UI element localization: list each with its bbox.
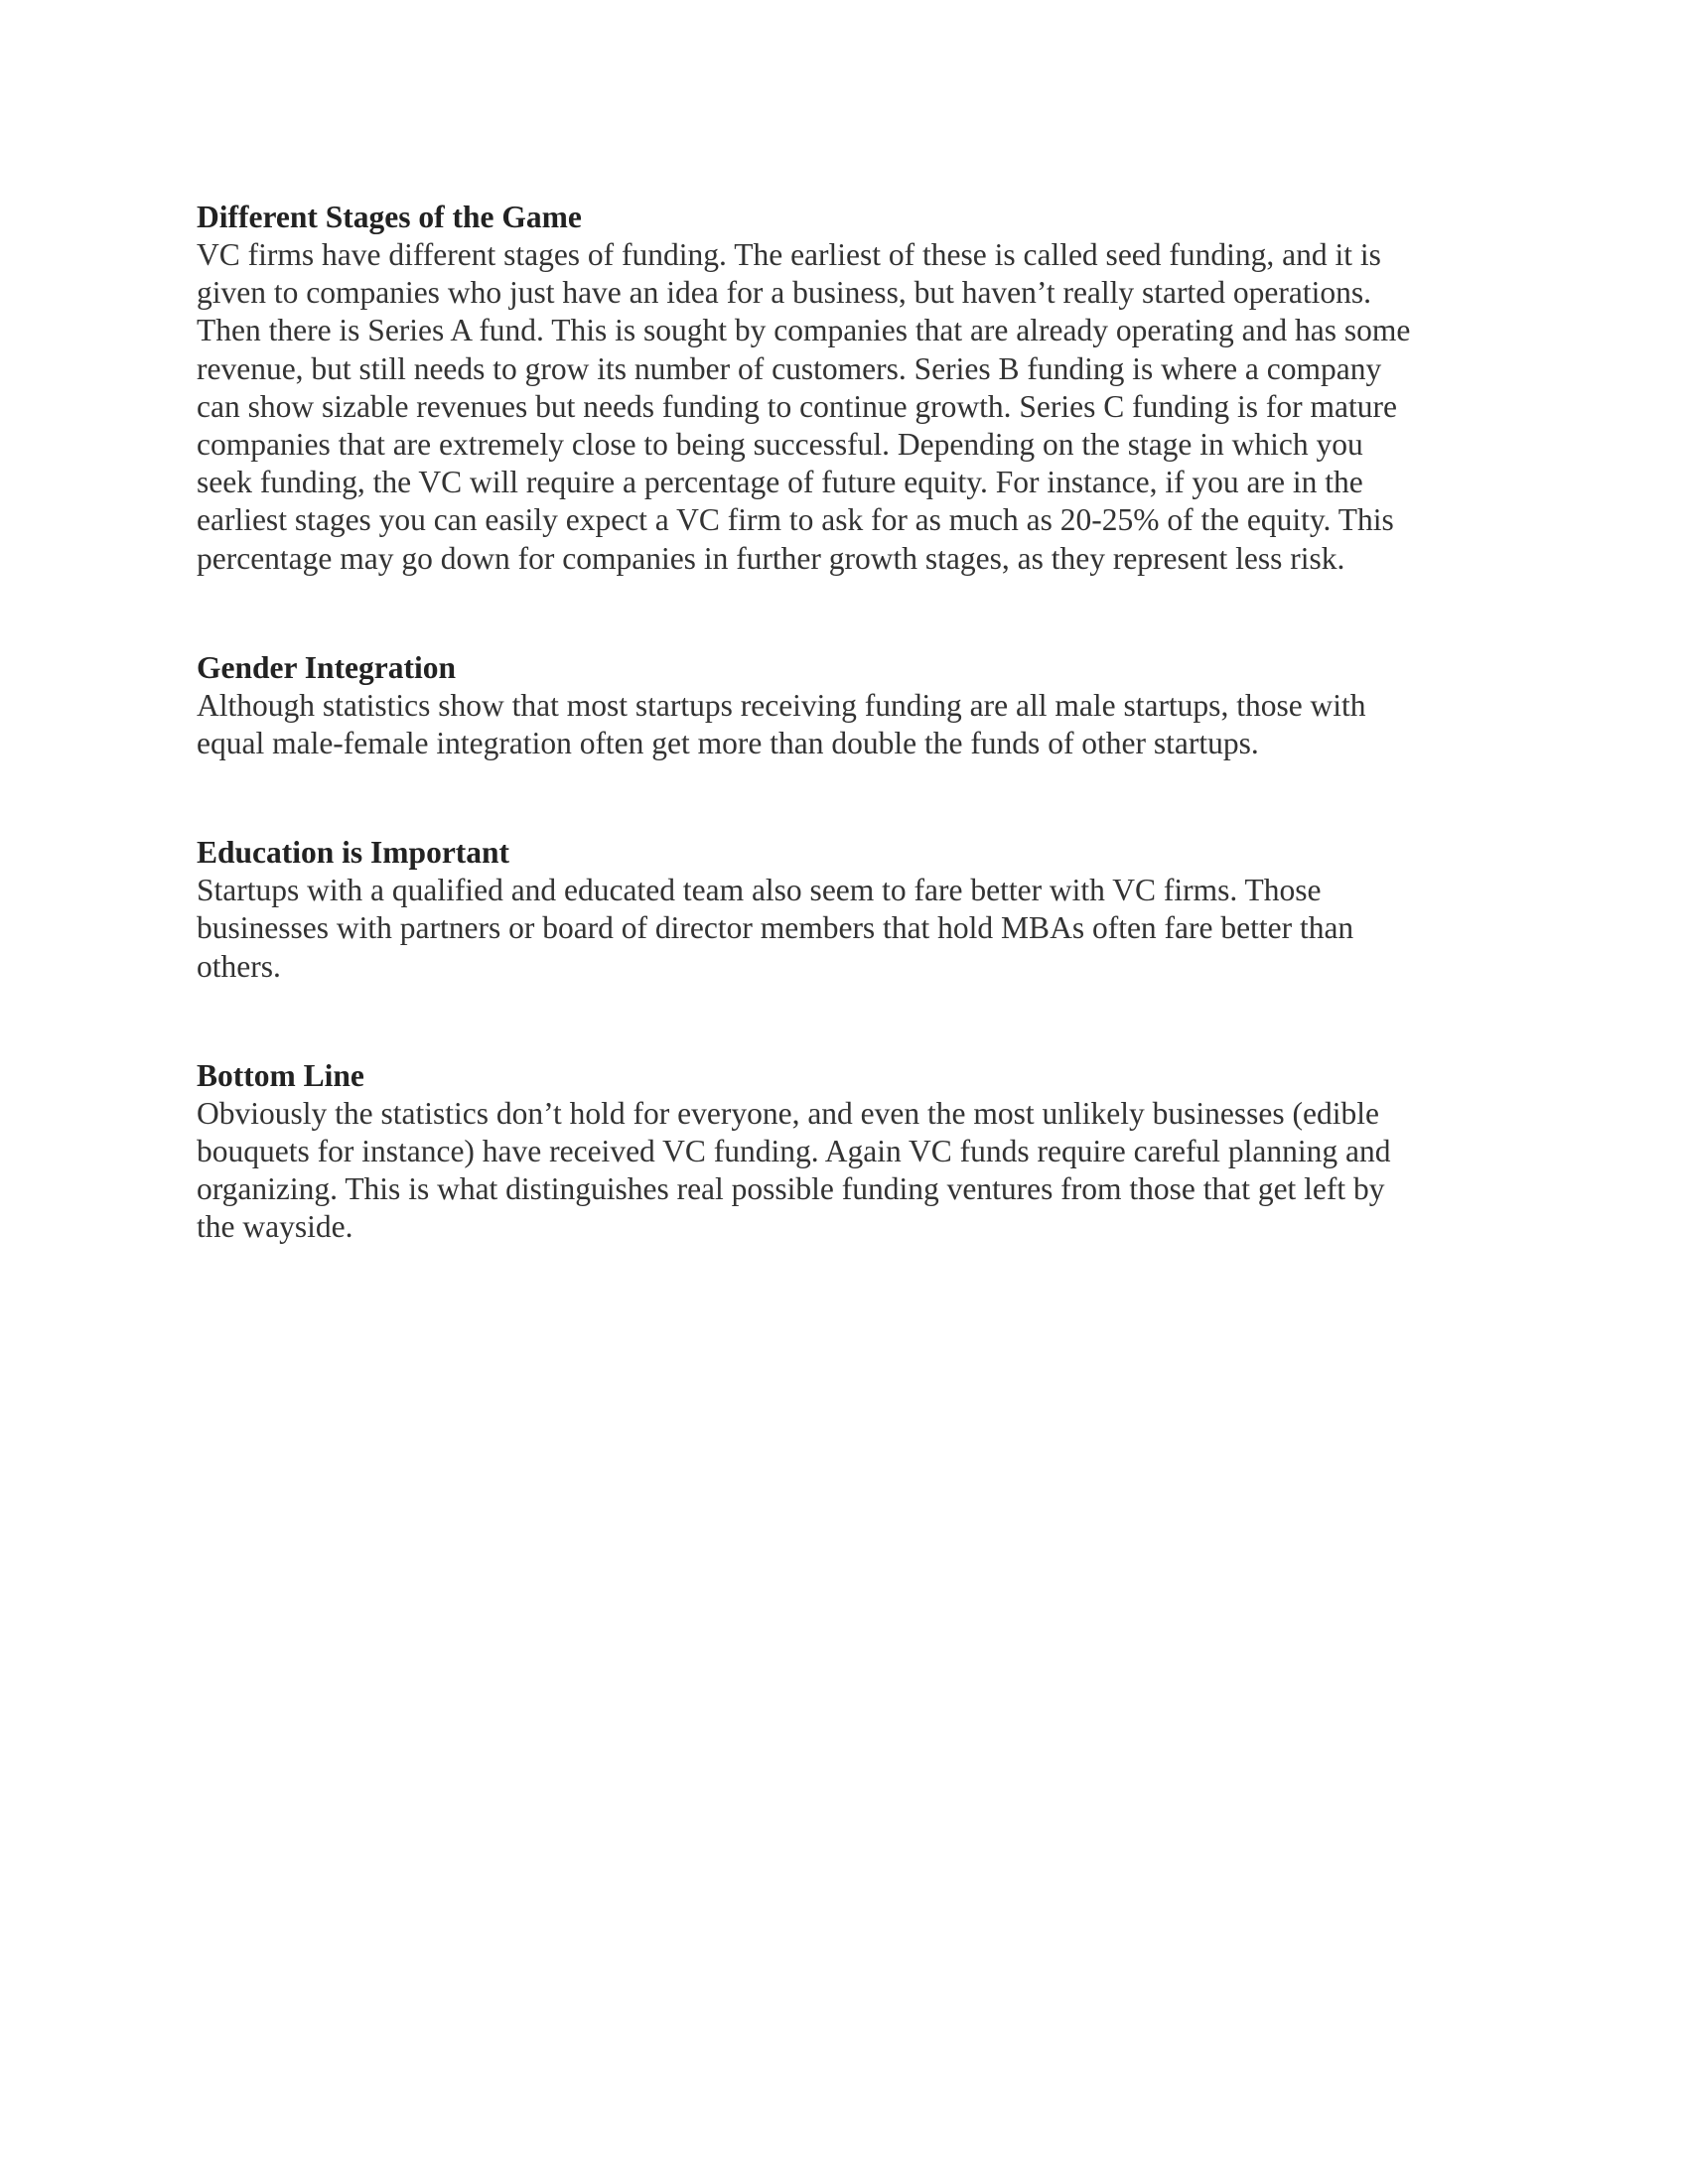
body-line: companies that are extremely close to being successful. Depending on the stage in which you [197,427,1363,463]
body-line: percentage may go down for companies in further growth stages, as they represent less risk. [197,540,1345,576]
section-education [197,834,1497,986]
section-heading: Different Stages of the Game [197,200,582,234]
section-body [197,872,1497,986]
body-line: Then there is Series A fund. This is sought by companies that are already operating and has some [197,313,1411,348]
body-line: Startups with a qualified and educated team also seem to fare better with VC firms. Those [197,873,1322,908]
body-line: can show sizable revenues but needs funding to continue growth. Series C funding is for mature [197,388,1397,424]
body-line: earliest stages you can easily expect a VC firm to ask for as much as 20-25% of the equity. This [197,502,1394,538]
section-body [197,1095,1497,1247]
body-line: bouquets for instance) have received VC funding. Again VC funds require careful planning and [197,1134,1391,1169]
section-body [197,687,1497,762]
section-body [197,236,1497,578]
body-line: others. [197,948,281,984]
body-line: revenue, but still needs to grow its number of customers. Series B funding is where a company [197,350,1382,386]
body-line: organizing. This is what distinguishes real possible funding ventures from those that get left by [197,1171,1385,1207]
section-stages [197,199,1497,578]
section-bottom-line [197,1057,1497,1247]
document-page [197,199,1497,1318]
body-line: given to companies who just have an idea for a business, but haven’t really started operations. [197,275,1371,311]
body-line: VC firms have different stages of funding. The earliest of these is called seed funding, and it is [197,237,1381,272]
body-line: Obviously the statistics don’t hold for everyone, and even the most unlikely businesses (edible [197,1095,1379,1131]
section-heading: Gender Integration [197,649,457,685]
body-line: businesses with partners or board of director members that hold MBAs often fare better than [197,910,1354,946]
section-heading: Bottom Line [197,1057,364,1093]
body-line: the wayside. [197,1209,353,1245]
body-line: equal male-female integration often get more than double the funds of other startups. [197,726,1259,761]
body-line: seek funding, the VC will require a percentage of future equity. For instance, if you are in the [197,465,1363,500]
section-heading: Education is Important [197,835,510,871]
section-gender [197,649,1497,762]
body-line: Although statistics show that most startups receiving funding are all male startups, those with [197,687,1366,723]
